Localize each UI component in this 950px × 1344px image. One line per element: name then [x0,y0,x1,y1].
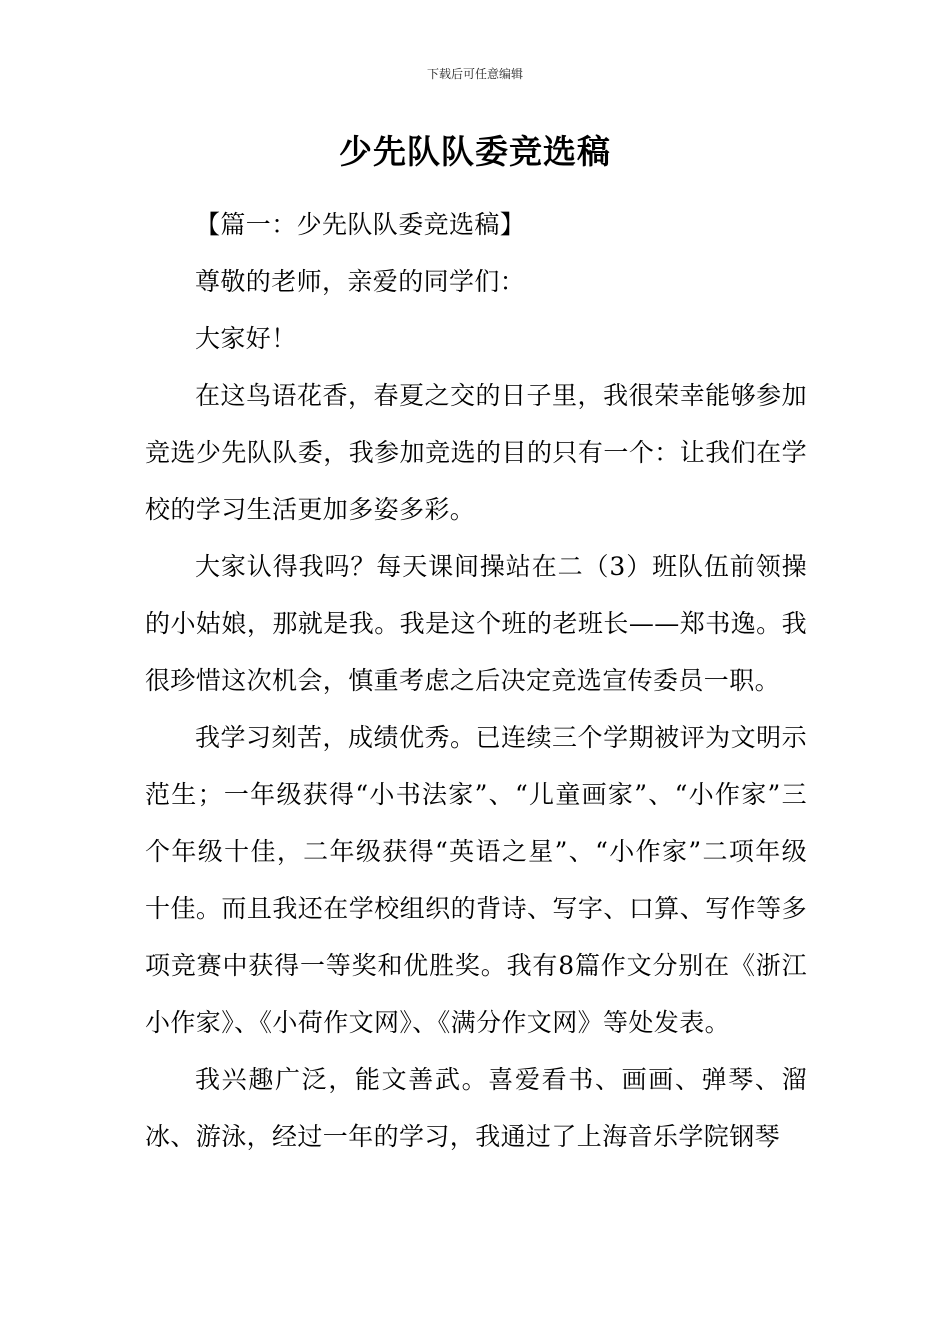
greeting: 大家好！ [195,324,297,353]
section-heading: 【篇一：少先队队委竞选稿】 [195,210,526,239]
document-title: 少先队队委竞选稿 [339,132,611,171]
paragraph-achievements: 我学习刻苦，成绩优秀。已连续三个学期被评为文明示范生；一年级获得“小书法家”、“儿童画家”、“小作家”三个年级十佳，二年级获得“英语之星”、“小作家”二项年级十佳。而且我还在学校组织的背诗、写字、口算、写作等多项竞赛中获得一等奖和优胜奖。我有8篇作文分别在《浙江小作家》、《小荷作文网》、《满分作文网》等处发表。 [145,723,807,1037]
header-note: 下载后可任意编辑 [426,67,523,81]
salutation: 尊敬的老师，亲爱的同学们： [195,267,526,296]
paragraph-self-introduction: 大家认得我吗？每天课间操站在二（3）班队伍前领操的小姑娘，那就是我。我是这个班的老班长——郑书逸。我很珍惜这次机会，慎重考虑之后决定竞选宣传委员一职。 [145,552,807,695]
document-body [145,196,807,1165]
paragraph-interests: 我兴趣广泛，能文善武。喜爱看书、画画、弹琴、溜冰、游泳，经过一年的学习，我通过了上海音乐学院钢琴 [145,1065,807,1151]
paragraph-intro: 在这鸟语花香，春夏之交的日子里，我很荣幸能够参加竞选少先队队委，我参加竞选的目的只有一个：让我们在学校的学习生活更加多姿多彩。 [145,381,807,524]
